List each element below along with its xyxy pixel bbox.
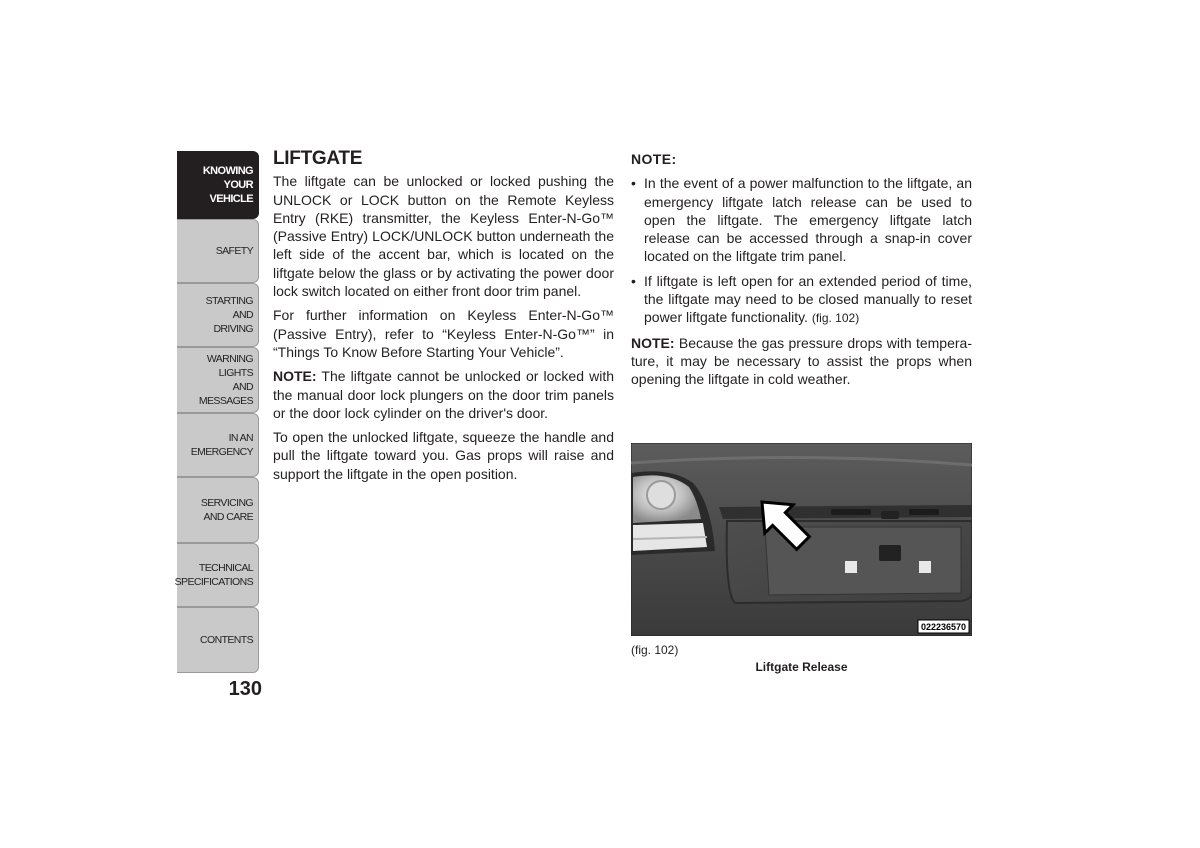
note-label: NOTE: [273,368,317,385]
figure-reference[interactable]: (fig. 102) [811,311,860,326]
tab-starting-and-driving[interactable]: STARTING AND DRIVING [177,283,259,347]
figure-code: 022236570 [920,622,967,632]
liftgate-photo [631,443,972,636]
figure-liftgate-release [631,443,972,636]
tab-servicing-and-care[interactable]: SERVICING AND CARE [177,477,259,543]
note2-text: Because the gas pressure drops with tempera-ture, it may be necessary to assist the props when opening the liftgate in cold weather. [631,334,972,388]
left-column [273,150,614,489]
tab-in-an-emergency[interactable]: IN AN EMERGENCY [177,413,259,477]
note-text: The liftgate cannot be unlocked or locked with the manual door lock plungers on the door trim panels or the door lock cylinder on the driver's door. [273,368,614,421]
note-heading: NOTE: [631,151,677,167]
paragraph-further-info: For further information on Keyless Enter-N-Go™ (Passive Entry), refer to “Keyless Enter-N-Go™” in “Things To Know Before Starting Your Vehicle”. [273,307,614,360]
note-bullet-list [631,174,972,327]
bullet-left-open [631,272,972,328]
tab-warning-lights[interactable]: WARNING LIGHTS AND MESSAGES [177,347,259,413]
tab-contents[interactable]: CONTENTS [177,607,259,673]
figure-title: Liftgate Release [755,660,848,674]
figure-caption: (fig. 102) [631,643,679,657]
page-number: 130 [228,678,262,700]
note2-label: NOTE: [631,334,675,351]
tab-technical-specifications[interactable]: TECHNICAL SPECIFICATIONS [177,543,259,607]
tab-safety[interactable]: SAFETY [177,219,259,283]
paragraph-open-liftgate: To open the unlocked liftgate, squeeze the handle and pull the liftgate toward you. Gas props will raise and support the liftgate in the open position. [273,429,614,482]
bullet-left-open-text: If liftgate is left open for an extended period of time, the liftgate may need to be closed manually to reset power liftgate functionality. [644,272,972,326]
rear-camera [879,545,901,561]
right-column [631,150,972,395]
bullet-power-malfunction: • In the event of a power malfunction to the liftgate, an emergency liftgate latch release can be used to open the liftgate. The emergency liftgate latch release can be accessed through a snap-in cover located on the liftgate trim panel. [631,174,972,265]
paragraph-note [273,367,614,422]
section-title: LIFTGATE [273,148,363,169]
tab-knowing-your-vehicle[interactable]: KNOWING YOUR VEHICLE [177,151,259,219]
paragraph-unlock-methods: The liftgate can be unlocked or locked pushing the UNLOCK or LOCK button on the Remote Keyless Entry (RKE) transmitter, the Keyless Enter-N-Go™ (Passive Entry) LOCK/UNLOCK button underneath the left side of the accent bar, which is located on the liftgate below the glass or by activating the power door lock switch located on either front door trim panel. [273,173,614,300]
paragraph-gas-pressure-note [631,334,972,389]
